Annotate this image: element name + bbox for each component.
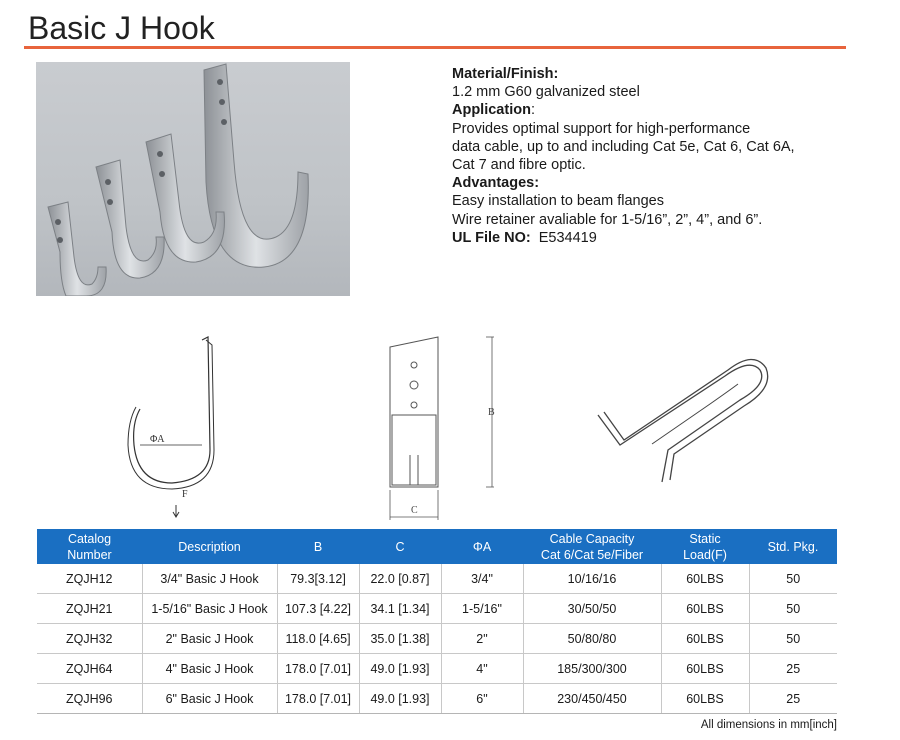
cell-b: 118.0 [4.65] xyxy=(277,624,359,654)
cell-capacity: 230/450/450 xyxy=(523,684,661,714)
dimensions-footnote: All dimensions in mm[inch] xyxy=(700,719,837,731)
cell-c: 22.0 [0.87] xyxy=(359,564,441,594)
cell-description: 1-5/16" Basic J Hook xyxy=(142,594,277,624)
header-std-pkg: Std. Pkg. xyxy=(749,529,837,564)
material-value: 1.2 mm G60 galvanized steel xyxy=(452,84,640,101)
force-f-label: F xyxy=(182,489,188,500)
cell-catalog: ZQJH32 xyxy=(37,624,142,654)
application-colon: : xyxy=(530,102,535,119)
cell-phi-a: 4" xyxy=(441,654,523,684)
cell-capacity: 30/50/50 xyxy=(523,594,661,624)
hook-front-diagram xyxy=(380,335,500,520)
table-row xyxy=(37,564,837,594)
cell-c: 34.1 [1.34] xyxy=(359,594,441,624)
cell-b: 178.0 [7.01] xyxy=(277,684,359,714)
table-row xyxy=(37,594,837,624)
cell-capacity: 50/80/80 xyxy=(523,624,661,654)
cell-description: 4" Basic J Hook xyxy=(142,654,277,684)
diameter-a-label: ΦA xyxy=(150,434,165,445)
table-header-row xyxy=(37,529,837,564)
page-title: Basic J Hook xyxy=(28,10,215,46)
cell-catalog: ZQJH96 xyxy=(37,684,142,714)
dimension-b-label: B xyxy=(488,407,495,418)
title-underline xyxy=(24,46,846,49)
cell-pkg: 50 xyxy=(749,594,837,624)
table-row xyxy=(37,684,837,714)
product-specs xyxy=(452,65,795,247)
cell-phi-a: 2" xyxy=(441,624,523,654)
advantages-heading: Advantages: xyxy=(452,175,540,192)
application-heading: Application xyxy=(452,102,531,119)
cell-load: 60LBS xyxy=(661,624,749,654)
cell-b: 79.3[3.12] xyxy=(277,564,359,594)
cell-load: 60LBS xyxy=(661,684,749,714)
ul-heading: UL File NO: xyxy=(452,229,531,246)
wire-retainer-diagram xyxy=(590,340,780,490)
hook-side-diagram xyxy=(120,335,240,520)
cell-b: 178.0 [7.01] xyxy=(277,654,359,684)
table-row xyxy=(37,654,837,684)
header-b: B xyxy=(277,529,359,564)
cell-load: 60LBS xyxy=(661,564,749,594)
cell-c: 35.0 [1.38] xyxy=(359,624,441,654)
advantages-line: Wire retainer avaliable for 1-5/16”, 2”, 4”, and 6”. xyxy=(452,211,763,228)
cell-catalog: ZQJH21 xyxy=(37,594,142,624)
application-line: data cable, up to and including Cat 5e, Cat 6, Cat 6A, xyxy=(452,138,795,155)
product-photo xyxy=(36,62,350,296)
cell-c: 49.0 [1.93] xyxy=(359,654,441,684)
cell-phi-a: 3/4" xyxy=(441,564,523,594)
material-heading: Material/Finish: xyxy=(452,66,559,82)
table-row xyxy=(37,624,837,654)
cell-b: 107.3 [4.22] xyxy=(277,594,359,624)
cell-load: 60LBS xyxy=(661,594,749,624)
ul-value: E534419 xyxy=(538,229,597,246)
spec-table xyxy=(37,529,837,714)
header-description: Description xyxy=(142,529,277,564)
cell-description: 3/4" Basic J Hook xyxy=(142,564,277,594)
header-cable-capacity: Cable Capacity Cat 6/Cat 5e/Fiber xyxy=(523,529,661,564)
cell-pkg: 50 xyxy=(749,564,837,594)
cell-capacity: 10/16/16 xyxy=(523,564,661,594)
cell-capacity: 185/300/300 xyxy=(523,654,661,684)
cell-load: 60LBS xyxy=(661,654,749,684)
header-c: C xyxy=(359,529,441,564)
application-line: Provides optimal support for high-performance xyxy=(452,120,751,137)
cell-description: 6" Basic J Hook xyxy=(142,684,277,714)
j-hooks-image xyxy=(36,62,350,296)
header-catalog-number: Catalog Number xyxy=(37,529,142,564)
application-line: Cat 7 and fibre optic. xyxy=(452,157,586,174)
cell-pkg: 25 xyxy=(749,654,837,684)
advantages-line: Easy installation to beam flanges xyxy=(452,193,664,210)
cell-catalog: ZQJH64 xyxy=(37,654,142,684)
header-static-load: Static Load(F) xyxy=(661,529,749,564)
header-phi-a: ΦA xyxy=(441,529,523,564)
cell-catalog: ZQJH12 xyxy=(37,564,142,594)
cell-pkg: 25 xyxy=(749,684,837,714)
cell-c: 49.0 [1.93] xyxy=(359,684,441,714)
cell-pkg: 50 xyxy=(749,624,837,654)
cell-description: 2" Basic J Hook xyxy=(142,624,277,654)
dimension-c-label: C xyxy=(411,505,418,516)
cell-phi-a: 1-5/16" xyxy=(441,594,523,624)
cell-phi-a: 6" xyxy=(441,684,523,714)
